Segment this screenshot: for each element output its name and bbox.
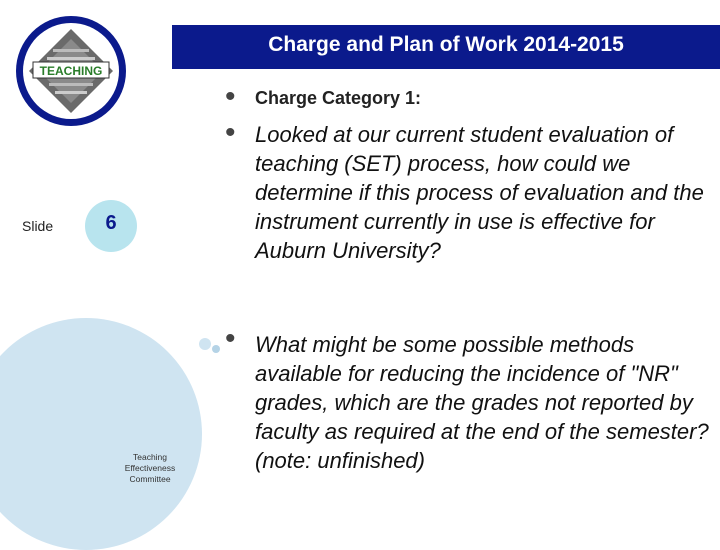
bullet-item-nr-grades: What might be some possible methods available for reducing the incidence of "NR" grades, which are the grades not reported by faculty as required at the end of the semester? (note: unfinished) bbox=[255, 332, 709, 473]
slide-number: 6 bbox=[105, 212, 117, 234]
logo-text: TEACHING bbox=[39, 64, 103, 78]
slide-label: Slide bbox=[22, 218, 54, 234]
charge-category-heading: Charge Category 1: bbox=[255, 88, 422, 108]
bullet-icon: • bbox=[225, 322, 236, 355]
small-bubble-decoration bbox=[199, 338, 211, 350]
large-bubble-decoration bbox=[0, 318, 202, 550]
committee-line: Teaching bbox=[132, 452, 168, 462]
title-bar bbox=[172, 25, 720, 69]
committee-line: Committee bbox=[129, 474, 171, 484]
committee-line: Effectiveness bbox=[124, 463, 176, 473]
page-title: Charge and Plan of Work 2014-2015 bbox=[268, 33, 624, 56]
bullet-item-set-evaluation: Looked at our current student evaluation of teaching (SET) process, how could we determine if this process of evaluation and the instrument currently in use is effective for Auburn University? bbox=[255, 122, 704, 263]
word-cloud-icon bbox=[23, 23, 119, 119]
logo-inner bbox=[23, 23, 119, 119]
committee-label bbox=[95, 452, 205, 485]
slide-number-badge bbox=[85, 200, 137, 252]
bullet-icon: • bbox=[225, 116, 236, 149]
small-bubble-decoration bbox=[212, 345, 220, 353]
bullet-icon: • bbox=[225, 80, 236, 113]
teaching-logo bbox=[16, 16, 126, 126]
